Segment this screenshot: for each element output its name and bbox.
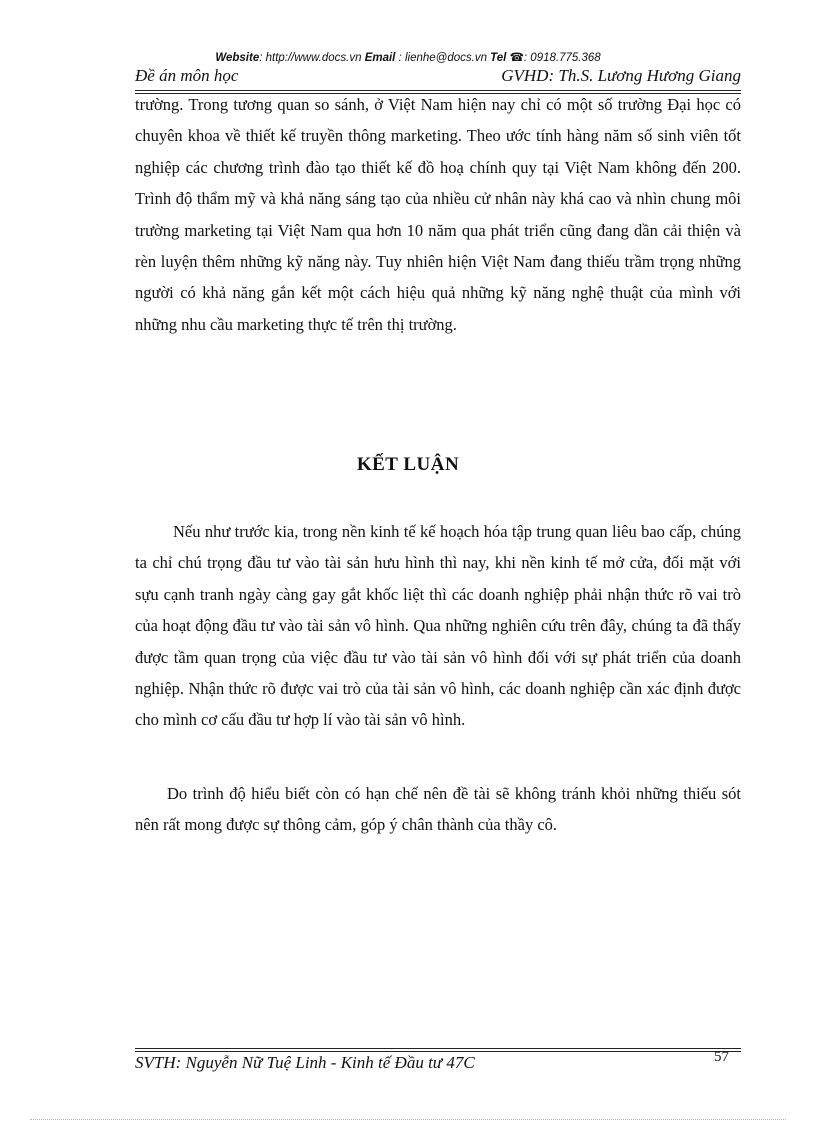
email-address: : lienhe@docs.vn — [398, 52, 487, 64]
page-header — [135, 66, 741, 90]
tel-label: Tel — [490, 52, 507, 64]
continuation-paragraph: trường. Trong tương quan so sánh, ở Việt Nam hiện nay chỉ có một số trường Đại học có chuyên khoa về thiết kế truyền thông marketing. Theo ước tính hàng năm số sinh viên tốt nghiệp các chương trình đào tạo thiết kế đồ hoạ chính quy tại Việt Nam không đến 200. Trình độ thẩm mỹ và khả năng sáng tạo của nhiều cử nhân này khá cao và nhìn chung môi trường marketing tại Việt Nam qua hơn 10 năm qua phát triển cũng đang dần cải thiện và rèn luyện thêm những kỹ năng này. Tuy nhiên hiện Việt Nam đang thiếu trầm trọng những người có khả năng gắn kết một cách hiệu quả những kỹ năng nghệ thuật của mình với những nhu cầu marketing thực tế trên thị trường. — [135, 95, 741, 334]
page-number: 57 — [714, 1049, 729, 1065]
footer-rule-inner — [135, 1051, 741, 1052]
email-label: Email — [364, 52, 396, 64]
footer-rule — [135, 1048, 741, 1049]
website-label: Website — [215, 52, 260, 64]
phone-icon: ☎ — [509, 52, 524, 64]
section-title: KẾT LUẬN — [356, 454, 460, 475]
header-course: Đề án môn học — [135, 66, 239, 85]
page-footer — [135, 1049, 741, 1077]
footer-student: SVTH: Nguyễn Nữ Tuệ Linh - Kinh tế Đầu tư 47C — [135, 1053, 475, 1072]
conclusion-paragraph-2: Do trình độ hiểu biết còn có hạn chế nên đề tài sẽ không tránh khỏi những thiếu sót nên rất mong được sự thông cảm, góp ý chân thành của thầy cô. — [135, 784, 741, 835]
header-supervisor: GVHD: Th.S. Lương Hương Giang — [501, 66, 741, 85]
website-contact-line — [0, 50, 816, 64]
page-edge — [30, 1119, 786, 1120]
website-url: : http://www.docs.vn — [259, 52, 362, 64]
conclusion-paragraph-1: Nếu như trước kia, trong nền kinh tế kế hoạch hóa tập trung quan liêu bao cấp, chúng ta chỉ chú trọng đầu tư vào tài sản hưu hình thì nay, khi nền kinh tế mở cửa, đối mặt với sựu cạnh tranh ngày càng gay gắt khốc liệt thì các doanh nghiệp phải nhận thức rõ vai trò của hoạt động đầu tư vào tài sản vô hình. Qua những nghiên cứu trên đây, chúng ta đã thấy được tầm quan trọng của việc đầu tư vào tài sản vô hình đối với sự phát triển của doanh nghiệp. Nhận thức rõ được vai trò của tài sản vô hình, các doanh nghiệp cần xác định được cho mình cơ cấu đầu tư hợp lí vào tài sản vô hình. — [135, 522, 741, 730]
tel-number: : 0918.775.368 — [523, 52, 601, 64]
